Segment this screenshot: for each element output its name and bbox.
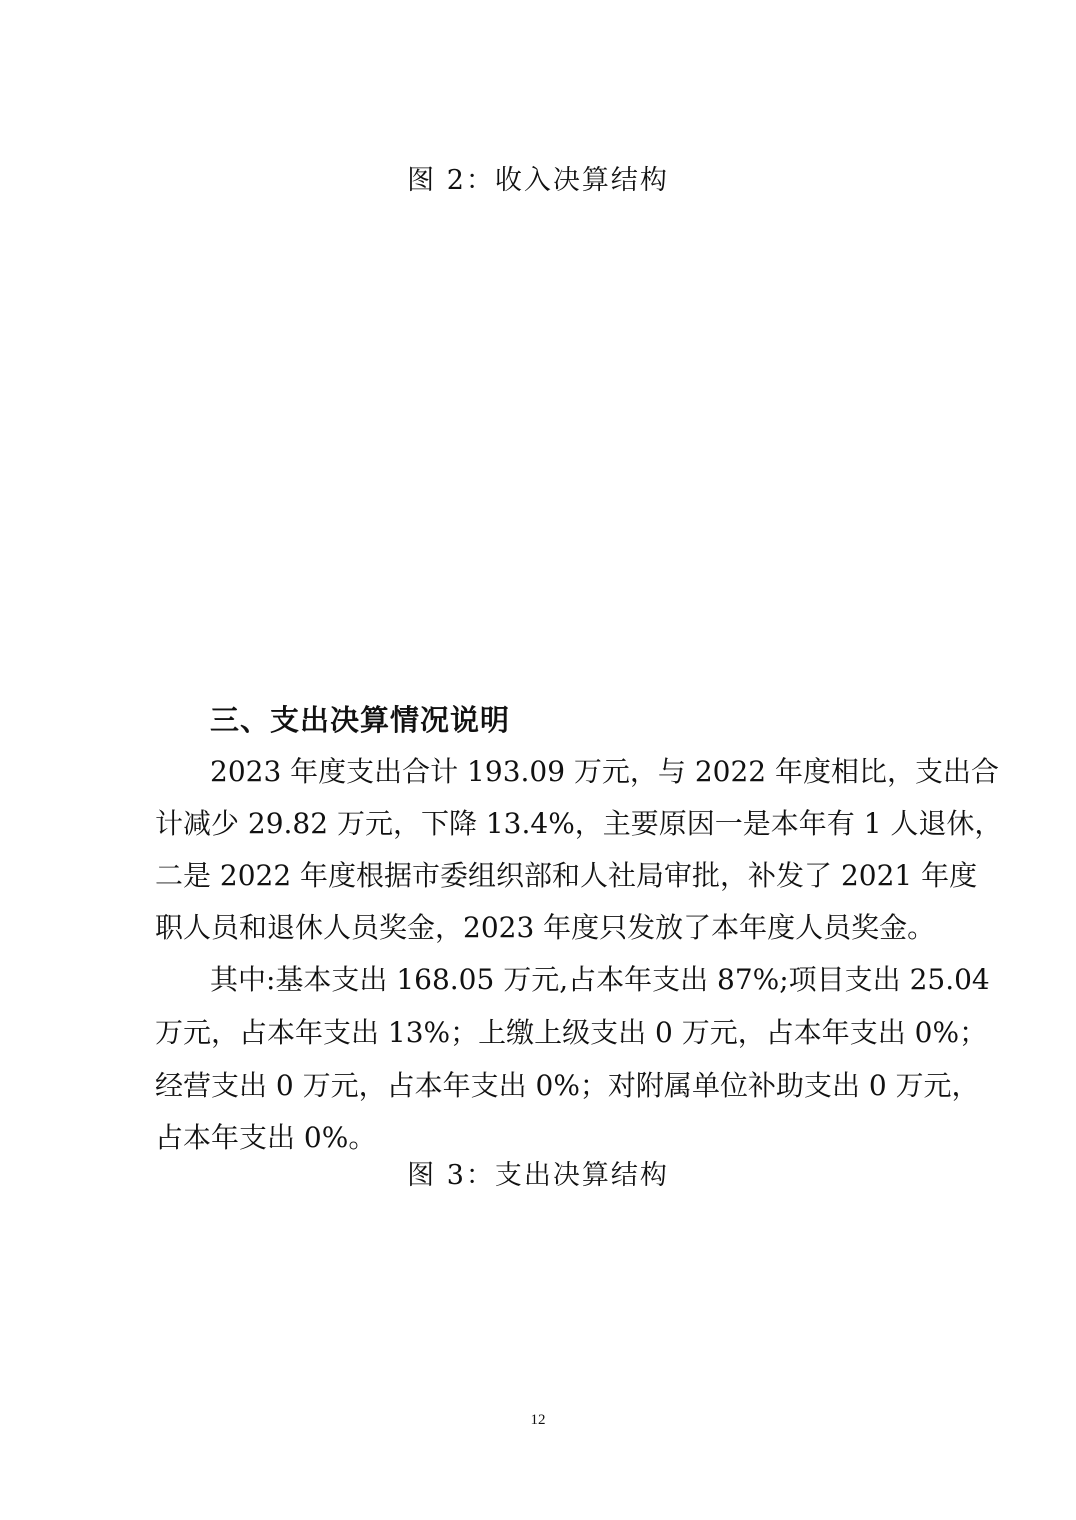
paragraph-1-line-2: 计减少 29.82 万元，下降 13.4%，主要原因一是本年有 1 人退休， [155,807,1003,840]
figure-2-caption: 图 2：收入决算结构 [407,165,669,196]
page-number: 12 [530,1412,546,1428]
paragraph-2-line-4: 占本年支出 0%。 [155,1121,377,1154]
paragraph-1-line-1: 2023 年度支出合计 193.09 万元，与 2022 年度相比，支出合 [210,755,999,788]
paragraph-2-line-1: 其中:基本支出 168.05 万元,占本年支出 87%;项目支出 25.04 [210,963,990,996]
paragraph-2-line-3: 经营支出 0 万元，占本年支出 0%；对附属单位补助支出 0 万元， [155,1069,980,1102]
paragraph-2-line-2: 万元，占本年支出 13%；上缴上级支出 0 万元，占本年支出 0%； [155,1016,988,1049]
paragraph-1-line-3: 二是 2022 年度根据市委组织部和人社局审批，补发了 2021 年度 [155,859,978,892]
section-3-heading: 三、支出决算情况说明 [210,703,511,737]
paragraph-1-line-4: 职人员和退休人员奖金，2023 年度只发放了本年度人员奖金。 [155,911,936,944]
figure-3-caption: 图 3：支出决算结构 [407,1160,669,1191]
